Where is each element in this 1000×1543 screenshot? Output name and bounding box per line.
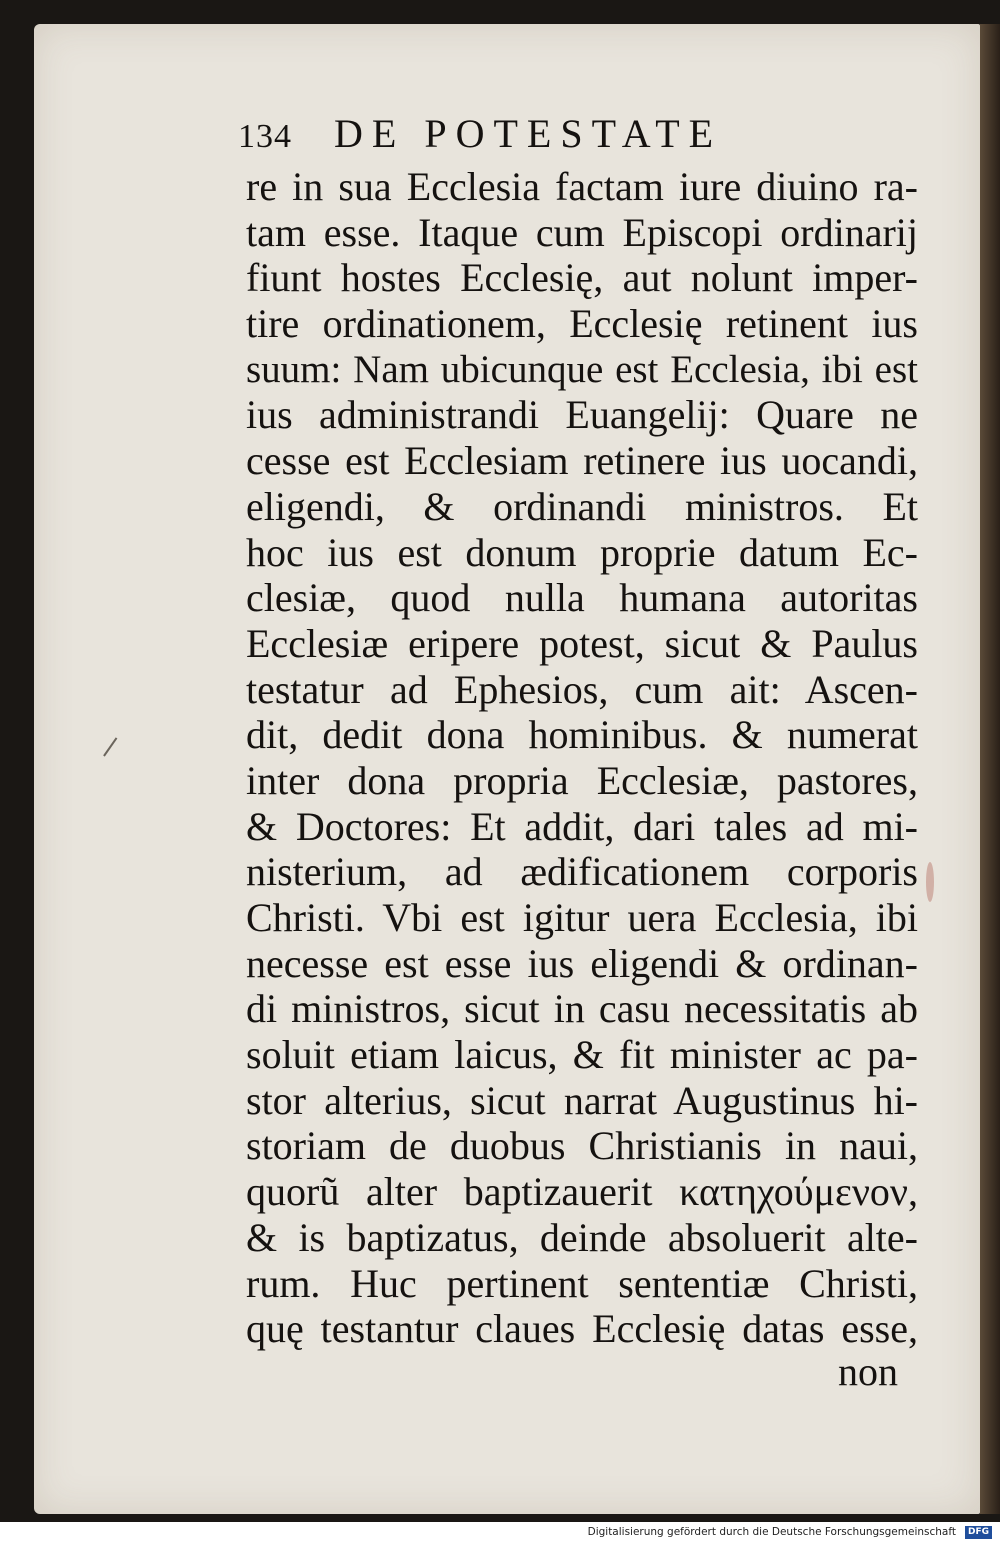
text-line: inter dona propria Ecclesiæ, pastores, — [246, 757, 918, 803]
text-line: & is baptizatus, deinde absoluerit alte- — [246, 1214, 918, 1260]
footer-bar — [0, 1522, 1000, 1543]
text-line: hoc ius est donum proprie datum Ec- — [246, 529, 918, 575]
page-edge — [980, 24, 1000, 1514]
text-line: necesse est esse ius eligendi & ordinan- — [246, 940, 918, 986]
text-line: suum: Nam ubicunque est Ecclesia, ibi est — [246, 347, 918, 391]
text-line: nisterium, ad ædificationem corporis — [246, 849, 918, 895]
dfg-logo: DFG — [965, 1526, 992, 1539]
text-line: tam esse. Itaque cum Episcopi ordinarij — [246, 209, 918, 255]
text-block — [246, 164, 918, 1352]
page-number: 134 — [238, 118, 292, 155]
text-line: dit, dedit dona hominibus. & numerat — [246, 712, 918, 758]
catchword: non — [838, 1349, 898, 1394]
text-line: storiam de duobus Christianis in naui, — [246, 1123, 918, 1169]
text-line: tire ordinationem, Ecclesię retinent ius — [246, 301, 918, 347]
text-line: Christi. Vbi est igitur uera Ecclesia, ibi — [246, 895, 918, 940]
text-line: soluit etiam laicus, & fit minister ac pa- — [246, 1032, 918, 1078]
ink-stain — [926, 862, 934, 902]
text-line: ius administrandi Euangelij: Quare ne — [246, 392, 918, 438]
text-line: rum. Huc pertinent sententiæ Christi, — [246, 1260, 918, 1306]
text-line: clesiæ, quod nulla humana autoritas — [246, 575, 918, 621]
text-line: stor alterius, sicut narrat Augustinus hi- — [246, 1077, 918, 1123]
text-line: di ministros, sicut in casu necessitatis ab — [246, 986, 918, 1032]
text-line: fiunt hostes Ecclesię, aut nolunt imper- — [246, 255, 918, 301]
text-line: eligendi, & ordinandi ministros. Et — [246, 483, 918, 529]
text-line: re in sua Ecclesia factam iure diuino ra- — [246, 164, 918, 209]
funding-credit: Digitalisierung gefördert durch die Deutsche Forschungsgemeinschaft — [587, 1526, 956, 1538]
text-line: testatur ad Ephesios, cum ait: Ascen- — [246, 666, 918, 712]
text-line: Ecclesiæ eripere potest, sicut & Paulus — [246, 620, 918, 666]
page-header — [238, 110, 723, 156]
text-line: cesse est Ecclesiam retinere ius uocandi, — [246, 438, 918, 484]
text-line: quorũ alter baptizauerit κατηχούμενον, — [246, 1169, 918, 1215]
text-line: & Doctores: Et addit, dari tales ad mi- — [246, 803, 918, 849]
text-line: quę testantur claues Ecclesię datas esse, — [246, 1306, 918, 1352]
running-head: DE POTESTATE — [334, 111, 723, 156]
